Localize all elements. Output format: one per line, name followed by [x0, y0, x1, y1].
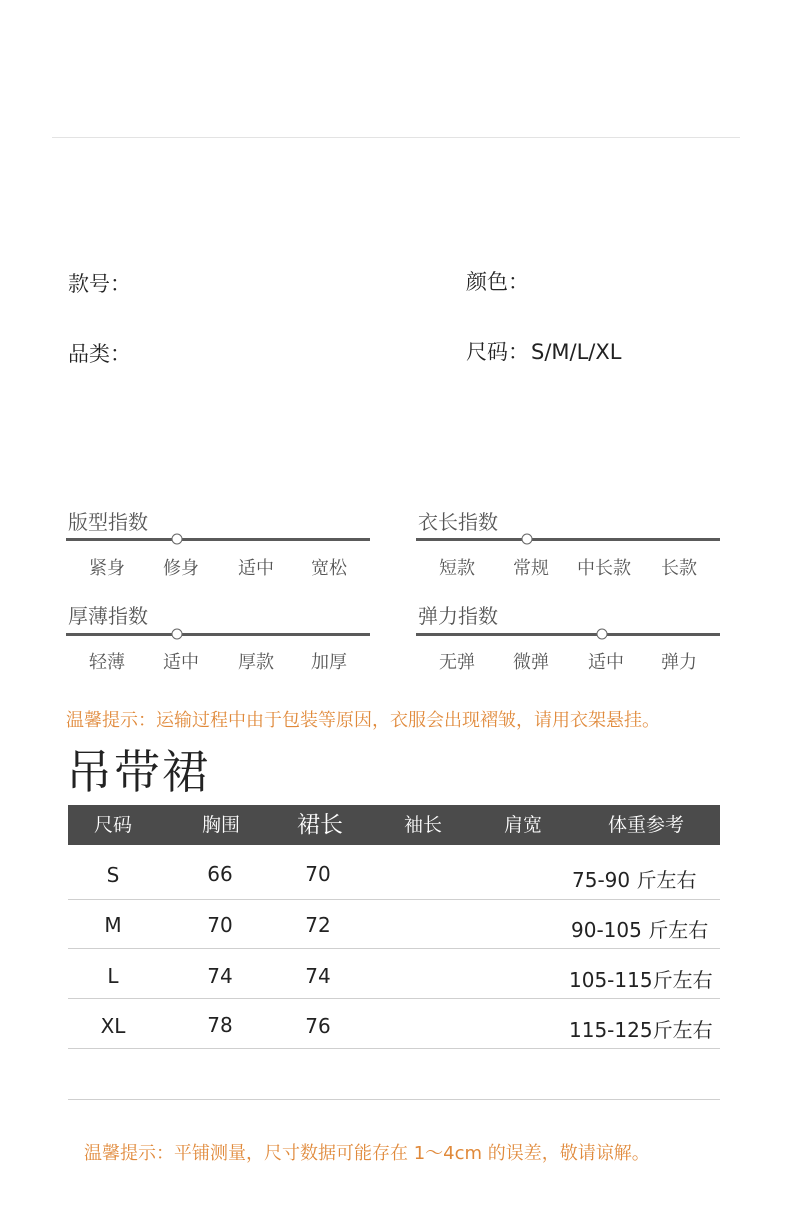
fit-option: 宽松 [311, 558, 347, 579]
thickness-index-track [66, 633, 370, 636]
elasticity-option: 适中 [588, 652, 624, 673]
col-header-shoulder: 肩宽 [503, 814, 543, 836]
size-label: 尺码： [466, 340, 529, 364]
col-header-length: 裙长 [297, 812, 343, 838]
table-cell-weight: 115-125斤左右 [569, 1018, 713, 1042]
table-cell-size: L [107, 964, 119, 988]
col-header-sleeve: 袖长 [403, 814, 443, 836]
length-option: 短款 [439, 558, 475, 579]
thickness-index-marker [172, 629, 183, 640]
color-row [466, 266, 529, 296]
length-index-marker [522, 534, 533, 545]
table-cell-size: XL [100, 1014, 126, 1038]
fit-option: 适中 [238, 558, 274, 579]
size-row [466, 336, 621, 366]
elasticity-index-marker [597, 629, 608, 640]
table-cell-weight: 105-115斤左右 [569, 968, 713, 992]
fit-option: 修身 [163, 558, 199, 579]
top-divider [52, 137, 740, 138]
elasticity-option: 弹力 [661, 652, 697, 673]
length-index-title: 衣长指数 [418, 510, 498, 534]
table-cell-bust: 78 [207, 1013, 233, 1037]
category-label: 品类： [68, 342, 131, 366]
thickness-index-title: 厚薄指数 [68, 604, 148, 628]
table-bottom-divider [68, 1099, 720, 1100]
col-header-bust: 胸围 [201, 814, 241, 836]
thickness-option: 轻薄 [89, 652, 125, 673]
shipping-tip: 温馨提示：运输过程中由于包装等原因，衣服会出现褶皱，请用衣架悬挂。 [66, 710, 660, 731]
table-cell-bust: 66 [207, 862, 233, 886]
category-row [68, 338, 131, 368]
thickness-option: 适中 [163, 652, 199, 673]
thickness-option: 加厚 [311, 652, 347, 673]
product-name: 吊带裙 [66, 745, 210, 799]
col-header-size: 尺码 [93, 814, 133, 836]
thickness-option: 厚款 [238, 652, 274, 673]
measurement-tip: 温馨提示：平铺测量，尺寸数据可能存在 1～4cm 的误差，敬请谅解。 [84, 1143, 650, 1164]
fit-index-title: 版型指数 [68, 510, 148, 534]
length-option: 常规 [513, 558, 549, 579]
fit-option: 紧身 [89, 558, 125, 579]
table-row-divider [68, 998, 720, 999]
table-cell-length: 72 [305, 913, 331, 937]
table-cell-bust: 70 [207, 913, 233, 937]
table-row-divider [68, 899, 720, 900]
length-option: 中长款 [577, 558, 631, 579]
color-label: 颜色： [466, 270, 529, 294]
style-number-row [68, 268, 131, 298]
table-row-divider [68, 948, 720, 949]
style-number-label: 款号： [68, 272, 131, 296]
table-cell-size: S [106, 863, 120, 887]
size-value: S/M/L/XL [531, 340, 622, 364]
table-cell-bust: 74 [207, 964, 233, 988]
length-index-track [416, 538, 720, 541]
elasticity-option: 无弹 [439, 652, 475, 673]
table-cell-length: 76 [305, 1014, 331, 1038]
elasticity-index-track [416, 633, 720, 636]
table-cell-weight: 75-90 斤左右 [572, 868, 697, 892]
length-option: 长款 [661, 558, 697, 579]
fit-index-track [66, 538, 370, 541]
col-header-weight: 体重参考 [607, 814, 685, 836]
table-row-divider [68, 1048, 720, 1049]
fit-index-marker [172, 534, 183, 545]
table-cell-length: 70 [305, 862, 331, 886]
elasticity-option: 微弹 [513, 652, 549, 673]
table-cell-length: 74 [305, 964, 331, 988]
table-cell-size: M [104, 913, 122, 937]
elasticity-index-title: 弹力指数 [418, 604, 498, 628]
table-cell-weight: 90-105 斤左右 [571, 918, 709, 942]
